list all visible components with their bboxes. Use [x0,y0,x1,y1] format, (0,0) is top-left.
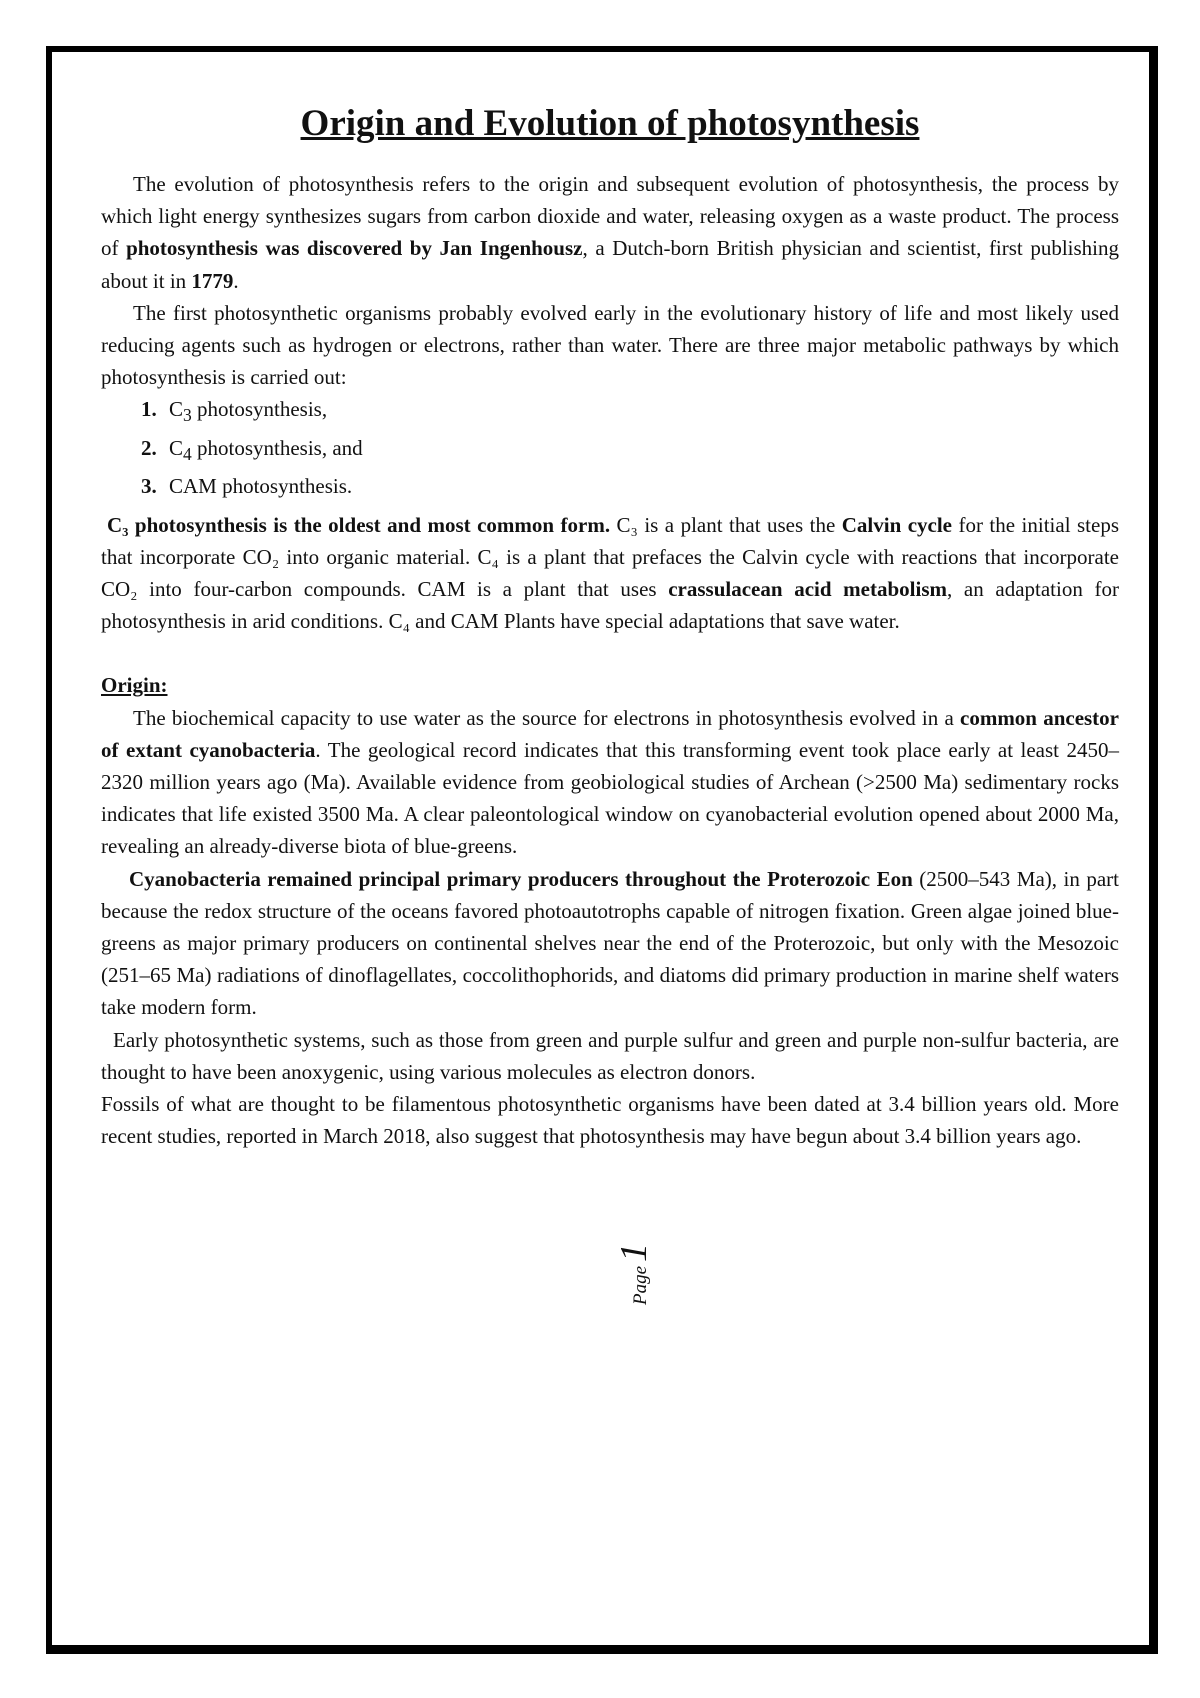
list-item-prefix: C [169,435,184,460]
c3-bold-cam: crassulacean acid metabolism [668,577,948,601]
document-body [101,98,1119,1152]
intro-paragraph [101,168,1119,297]
c3-text-2: for the initial steps that incorporate CO₂ into organic material. C₄ is a plant that prefaces the Calvin cycle with reactions that incorporate CO₂ into four-carbon compounds. CAM is a plant that uses [101,512,1119,601]
list-item [141,393,1119,431]
origin-p1-text-1: The biochemical capacity to use water as the source for electrons in photosynthesis evolved in a [133,705,960,730]
list-item-subscript: 4 [183,444,192,464]
list-item-prefix: CAM photosynthesis. [169,474,353,499]
origin-paragraph-4: Fossils of what are thought to be filamentous photosynthetic organisms have been dated at 3.4 billion years old. More recent studies, reported in March 2018, also suggest that photosynthesis may have begun about 3.4 billion years ago. [101,1092,1119,1149]
page-number-value: 1 [613,1242,655,1262]
intro-text-1: The evolution of photosynthesis refers to the origin and subsequent evolution of photosynthesis, the process by which light energy synthesizes sugars from carbon dioxide and water, releasing oxygen as a waste product. The process of [101,172,1119,261]
list-item-number: 3. [141,474,157,499]
list-item [141,470,1119,508]
origin-paragraph-2 [101,863,1119,1024]
page-label: Page [630,1265,651,1305]
origin-p2-bold: Cyanobacteria remained principal primary producers throughout the Proterozoic Eon [129,866,913,891]
origin-p1-text-2: . The geological record indicates that this transforming event took place early at least 2450–2320 million years ago (Ma). Available evidence from geobiological studies of Archean (>2500 Ma) sedimentary rocks indicates that life existed 3500 Ma. A clear paleontological window on cyanobacterial evolution opened about 2000 Ma, revealing an already-diverse biota of blue-greens. [101,737,1119,859]
origin-paragraph-3: Early photosynthetic systems, such as those from green and purple sulfur and green and purple non-sulfur bacteria, are thought to have been anoxygenic, using various molecules as electron donors. [101,1027,1119,1084]
c3-text-1: C₃ is a plant that uses the [610,512,842,537]
pathways-list [101,393,1119,508]
intro-bold-discovery: photosynthesis was discovered by Jan Ingenhousz [126,236,583,261]
c3-bold-lead: C₃ photosynthesis is the oldest and most common form. [107,512,611,537]
c3-paragraph [101,509,1119,638]
c3-bold-calvin: Calvin cycle [841,512,953,537]
origin-p1-bold: common ancestor of extant cyanobacteria [101,705,1119,762]
list-item-text: photosynthesis, and [191,435,363,460]
intro-text-2: , a Dutch-born British physician and scientist, first publishing about it in [101,236,1120,293]
list-item-number: 1. [141,397,157,422]
list-item-number: 2. [141,435,157,460]
origin-p2-text: (2500–543 Ma), in part because the redox structure of the oceans favored photoautotrophs capable of nitrogen fixation. Green algae joined blue-greens as major primary producers on continental shelves near the end of the Proterozoic, but only with the Mesozoic (251–65 Ma) radiations of dinoflagellates, coccolithophorids, and diatoms did primary production in marine shelf waters take modern form. [101,866,1119,1020]
origin-paragraph-1 [101,702,1119,863]
list-item-text: photosynthesis, [191,397,328,422]
page-number [612,1243,656,1305]
origin-heading: Origin: [101,673,168,698]
intro-text-3: . [233,268,239,293]
list-item [141,432,1119,470]
document-title: Origin and Evolution of photosynthesis [300,103,920,144]
list-item-prefix: C [169,397,184,422]
pathways-paragraph: The first photosynthetic organisms probably evolved early in the evolutionary history of life and most likely used reducing agents such as hydrogen or electrons, rather than water. There are three major metabolic pathways by which photosynthesis is carried out: [101,300,1119,390]
c3-text-3: , an adaptation for photosynthesis in arid conditions. C₄ and CAM Plants have special adaptations that save water. [101,577,1119,634]
intro-bold-year: 1779 [191,268,234,293]
list-item-subscript: 3 [183,405,192,426]
